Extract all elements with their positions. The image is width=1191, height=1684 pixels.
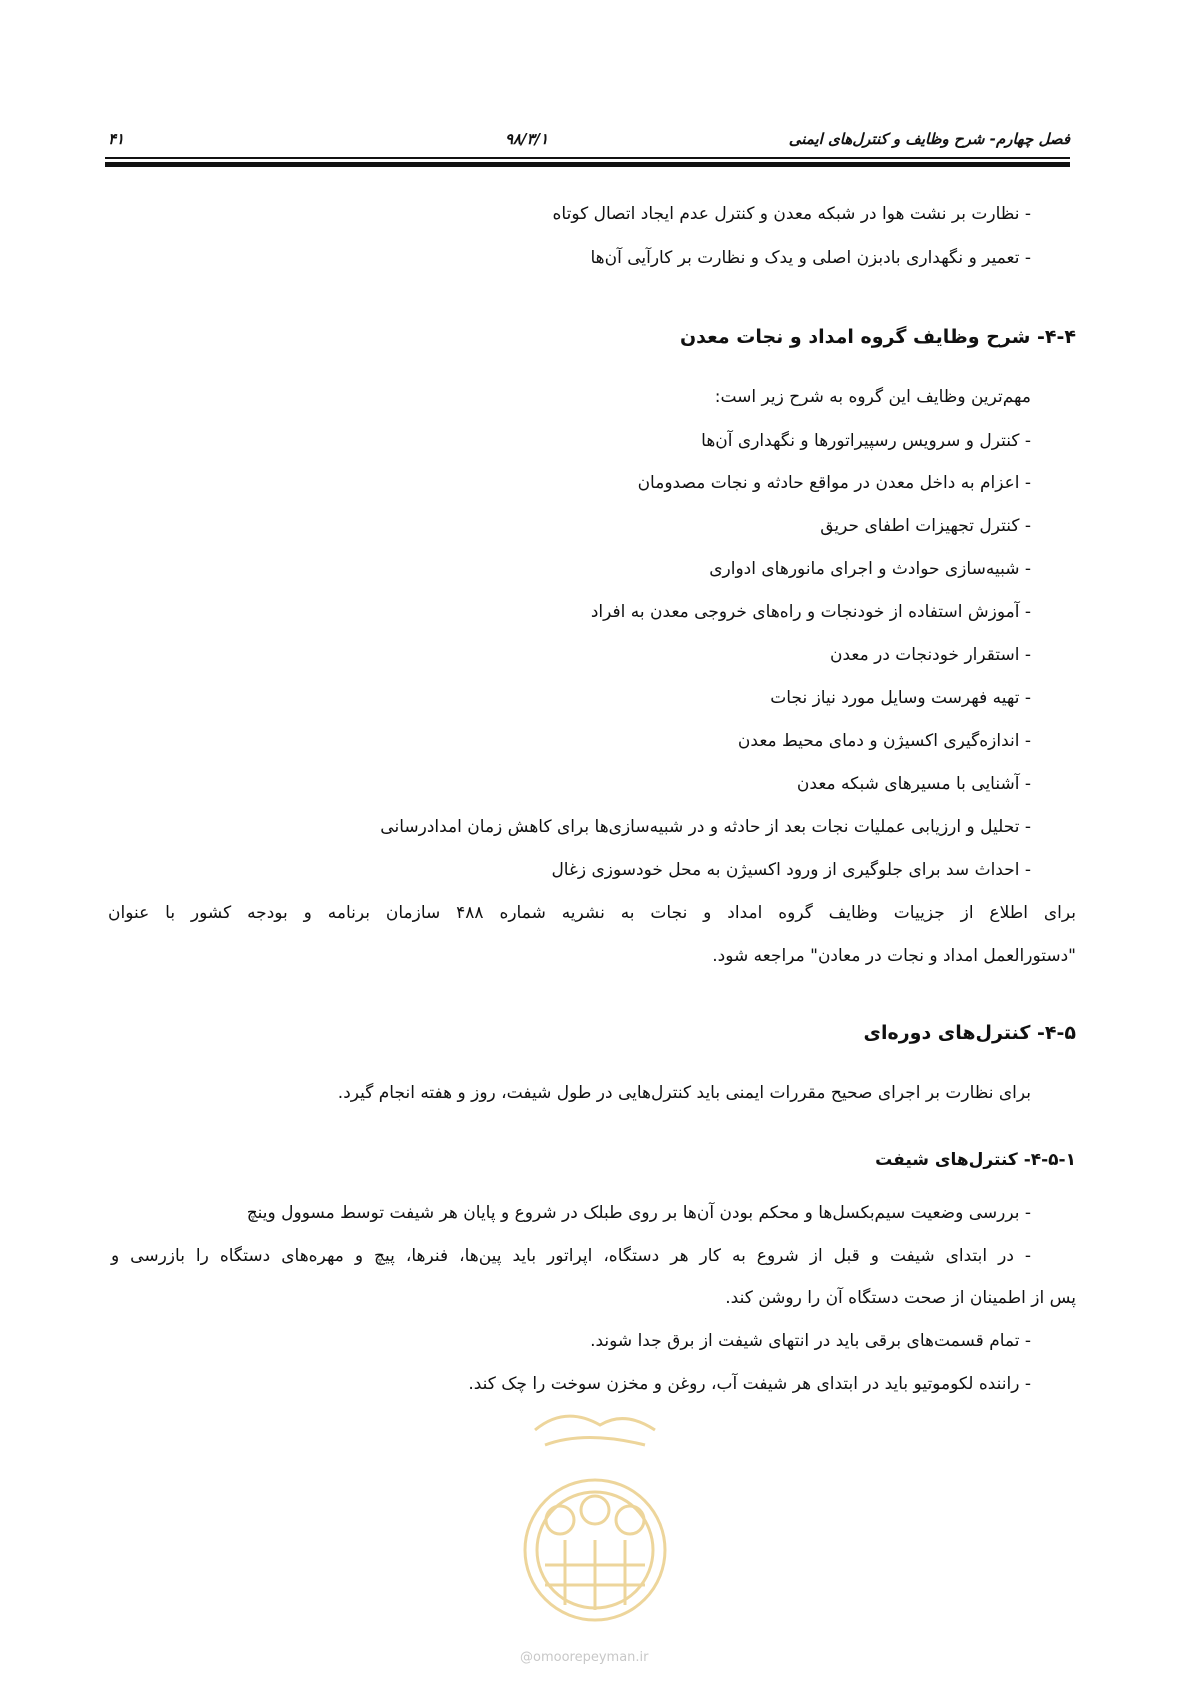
paragraph: برای اطلاع از جزییات وظایف گروه امداد و نجات به نشریه شماره ۴۸۸ سازمان برنامه و بودجه کشور با عنوان [108, 903, 1076, 923]
list-item: - آشنایی با مسیرهای شبکه معدن [796, 774, 1031, 794]
list-item: - کنترل تجهیزات اطفای حریق [820, 516, 1031, 536]
watermark-seal [505, 1400, 685, 1640]
section-heading-4-5: ۴-۵- کنترل‌های دوره‌ای [863, 1022, 1076, 1044]
list-item: - راننده لکوموتیو باید در ابتدای هر شیفت آب، روغن و مخزن سوخت را چک کند. [468, 1374, 1031, 1394]
subsection-heading-4-5-1: ۴-۵-۱- کنترل‌های شیفت [875, 1150, 1076, 1170]
paragraph: برای نظارت بر اجرای صحیح مقررات ایمنی باید کنترل‌هایی در طول شیفت، روز و هفته انجام گیرد. [337, 1083, 1031, 1103]
list-item: - استقرار خودنجات در معدن [829, 645, 1031, 665]
list-item: - تمام قسمت‌های برقی باید در انتهای شیفت از برق جدا شوند. [590, 1331, 1031, 1351]
list-item: - احداث سد برای جلوگیری از ورود اکسیژن به محل خودسوزی زغال [551, 860, 1031, 880]
list-item: - اعزام به داخل معدن در مواقع حادثه و نجات مصدومان [637, 473, 1031, 493]
list-item: - بررسی وضعیت سیم‌بکسل‌ها و محکم بودن آن‌ها بر روی طبلک در شروع و پایان هر شیفت توسط مسوول وینچ [246, 1203, 1031, 1223]
section-heading-4-4: ۴-۴- شرح وظایف گروه امداد و نجات معدن [679, 326, 1076, 348]
list-item: - تعمیر و نگهداری بادبزن اصلی و یدک و نظارت بر کارآیی آن‌ها [590, 248, 1031, 268]
list-item: - در ابتدای شیفت و قبل از شروع به کار هر دستگاه، اپراتور باید پین‌ها، فنرها، پیچ و مهره‌های دستگاه را بازرسی و [111, 1246, 1031, 1266]
header-date: ۹۸/۳/۱ [505, 130, 549, 148]
list-item: - تهیه فهرست وسایل مورد نیاز نجات [770, 688, 1031, 708]
list-item: - نظارت بر نشت هوا در شبکه معدن و کنترل عدم ایجاد اتصال کوتاه [552, 204, 1031, 224]
list-item: - اندازه‌گیری اکسیژن و دمای محیط معدن [737, 731, 1031, 751]
list-item: - شبیه‌سازی حوادث و اجرای مانورهای ادواری [709, 559, 1031, 579]
paragraph: "دستورالعمل امداد و نجات در معادن" مراجعه شود. [712, 946, 1076, 966]
list-item: - کنترل و سرویس رسپیراتورها و نگهداری آن‌ها [701, 431, 1031, 451]
watermark-url: @omoorepeyman.ir [520, 1650, 649, 1665]
list-item: - تحلیل و ارزیابی عملیات نجات بعد از حادثه و در شبیه‌سازی‌ها برای کاهش زمان امدادرسانی [380, 817, 1031, 837]
list-item-continuation: پس از اطمینان از صحت دستگاه آن را روشن کند. [725, 1288, 1076, 1308]
page-number: ۴۱ [108, 130, 125, 148]
list-item: - آموزش استفاده از خودنجات و راه‌های خروجی معدن به افراد [590, 602, 1031, 622]
section-intro: مهم‌ترین وظایف این گروه به شرح زیر است: [714, 387, 1031, 407]
chapter-title: فصل چهارم- شرح وظایف و کنترل‌های ایمنی [788, 130, 1070, 148]
